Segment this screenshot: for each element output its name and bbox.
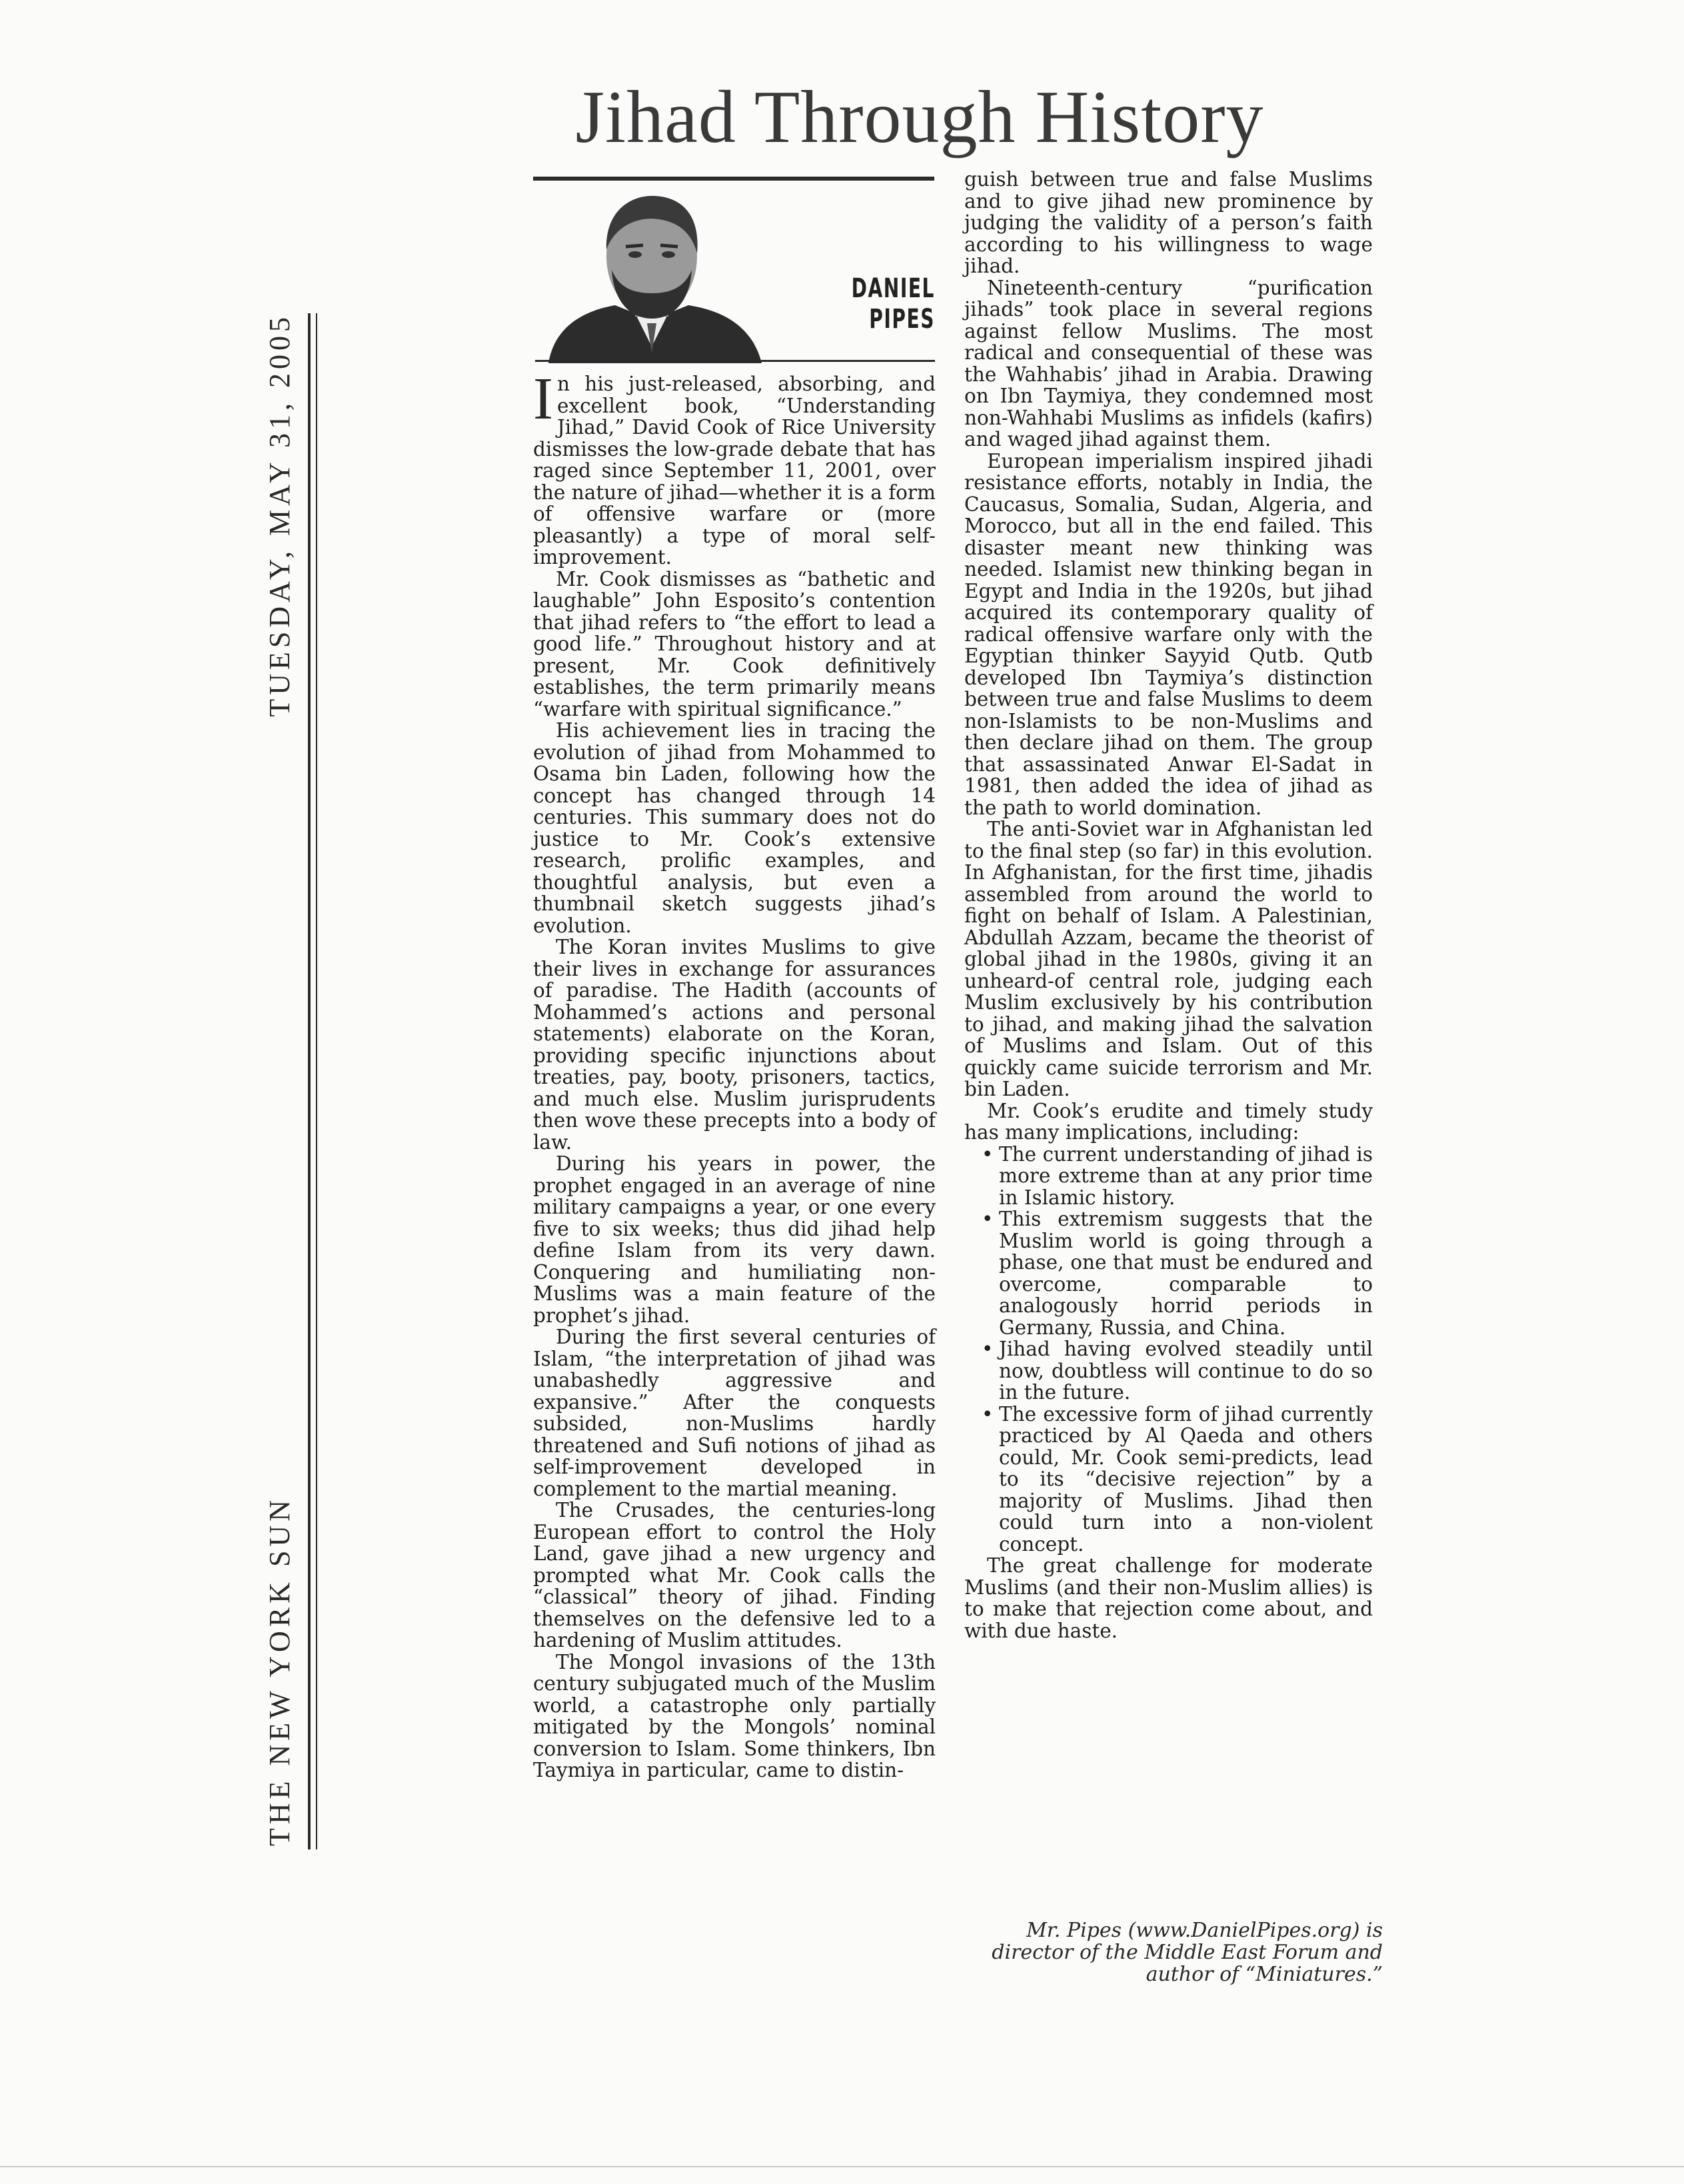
- author-byline: [818, 273, 936, 335]
- list-item: • The excessive form of jihad currently practiced by Al Qaeda and others could, Mr. Cook semi-predicts, lead to its “decisive rejection” by a majority of Muslims. Jihad then could turn into a non-violent concept.: [982, 1402, 1373, 1556]
- paragraph: The anti-Soviet war in Afghanistan led to the final step (so far) in this evolution. In Afghanistan, for the first time, jihadis assembled from around the world to fight on behalf of Islam. A Palestinian, Abdullah Azzam, became the theorist of global jihad in the 1980s, giving it an unheard-of central role, judging each Muslim exclusively by his contribution to jihad, and making jihad the salvation of Muslims and Islam. Out of this quickly came suicide terrorism and Mr. bin Laden.: [964, 818, 1373, 1100]
- paragraph: The Crusades, the centuries-long European effort to control the Holy Land, gave jihad a new urgency and prompted what Mr. Cook calls the “classical” theory of jihad. Finding themselves on the defensive led to a hardening of Muslim attitudes.: [533, 1499, 936, 1651]
- article-column-2: [964, 169, 1373, 1641]
- publication-date: TUESDAY, MAY 31, 2005: [263, 313, 296, 717]
- bullet-icon: •: [982, 1208, 994, 1230]
- column-top-rule: [533, 177, 934, 181]
- paragraph: Nineteenth-century “purification jihads” took place in several regions against fellow Muslims. The most radical and consequential of these was the Wahhabis’ jihad in Arabia. Drawing on Ibn Taymiya, they condemned most non-Wahhabi Muslims as infidels (kafirs) and waged jihad against them.: [964, 276, 1373, 451]
- author-portrait: [535, 187, 768, 363]
- paragraph: guish between true and false Muslims and to give jihad new prominence by judging the validity of a person’s faith according to his willingness to wage jihad.: [964, 168, 1373, 277]
- paragraph: During the first several centuries of Islam, “the interpretation of jihad was unabashedly aggressive and expansive.” After the conquests subsided, non-Muslims hardly threatened and Sufi notions of jihad as self-improvement developed in complement to the martial meaning.: [533, 1326, 936, 1500]
- list-item: • The current understanding of jihad is more extreme than at any prior time in Islamic history.: [982, 1142, 1373, 1209]
- paragraph: European imperialism inspired jihadi resistance efforts, notably in India, the Caucasus, Somalia, Sudan, Algeria, and Morocco, but all in the end failed. This disaster meant new thinking was needed. Islamist new thinking began in Egypt and India in the 1920s, but jihad acquired its contemporary quality of radical offensive warfare only with the Egyptian thinker Sayyid Qutb. Qutb developed Ibn Taymiya’s distinction between true and false Muslims to deem non-Islamists to be non-Muslims and then declare jihad on them. The group that assassinated Anwar El-Sadat in 1981, then added the idea of jihad as the path to world domination.: [964, 449, 1373, 819]
- paragraph: The Mongol invasions of the 13th century subjugated much of the Muslim world, a catastrophe only partially mitigated by the Mongols’ nominal conversion to Islam. Some thinkers, Ibn Taymiya in particular, came to distin-: [533, 1650, 936, 1781]
- paragraph: The great challenge for moderate Muslims (and their non-Muslim allies) is to make that rejection come about, and with due haste.: [964, 1554, 1373, 1642]
- bullet-icon: •: [982, 1402, 994, 1426]
- author-last-name: PIPES: [869, 304, 935, 335]
- byline-rule: [535, 360, 935, 362]
- implications-list: [964, 1144, 1373, 1556]
- paragraph: Mr. Cook’s erudite and timely study has many implications, including:: [964, 1099, 1373, 1144]
- list-item: • This extremism suggests that the Muslim world is going through a phase, one that must be endured and overcome, comparable to analogously horrid periods in Germany, Russia, and China.: [982, 1208, 1373, 1339]
- paragraph: The Koran invites Muslims to give their lives in exchange for assurances of paradise. The Hadith (accounts of Mohammed’s actions and personal statements) elaborate on the Koran, providing specific injunctions about treaties, pay, booty, prisoners, tactics, and much else. Muslim jurisprudents then wove these precepts into a body of law.: [533, 936, 936, 1154]
- headline: Jihad Through History: [575, 76, 1264, 159]
- page-bottom-rule: [0, 2166, 1684, 2167]
- author-first-name: DANIEL: [851, 273, 935, 304]
- masthead-sidebar: [245, 313, 312, 1846]
- sidebar-rule: [308, 313, 317, 1849]
- bullet-icon: •: [982, 1338, 994, 1360]
- paragraph: In his just-released, absorbing, and excellent book, “Understanding Jihad,” David Cook of Rice University dismisses the low-grade debate that has raged since September 11, 2001, over the nature of jihad—whether it is a form of offensive warfare or (more pleasantly) a type of moral self-improvement.: [533, 366, 936, 568]
- bullet-icon: •: [982, 1142, 994, 1166]
- author-bio: Mr. Pipes (www.DanielPipes.org) is director of the Middle East Forum and author of “Miniatures.”: [992, 1919, 1383, 1986]
- list-item: • Jihad having evolved steadily until now, doubtless will continue to do so in the future.: [982, 1338, 1373, 1404]
- paragraph: His achievement lies in tracing the evolution of jihad from Mohammed to Osama bin Laden, following how the concept has changed through 14 centuries. This summary does not do justice to Mr. Cook’s extensive research, prolific examples, and thoughtful analysis, but even a thumbnail sketch suggests jihad’s evolution.: [533, 719, 936, 937]
- publication-name: THE NEW YORK SUN: [263, 1496, 296, 1846]
- article-column-1: [533, 366, 936, 1781]
- paragraph: During his years in power, the prophet engaged in an average of nine military campaigns a year, or one every five to six weeks; thus did jihad help define Islam from its very dawn. Conquering and humiliating non-Muslims was a main feature of the prophet’s jihad.: [533, 1152, 936, 1327]
- paragraph: Mr. Cook dismisses as “bathetic and laughable” John Esposito’s contention that jihad refers to “the effort to lead a good life.” Throughout history and at present, Mr. Cook definitively establishes, the term primarily means “warfare with spiritual significance.”: [533, 567, 936, 720]
- drop-cap: I: [533, 366, 553, 432]
